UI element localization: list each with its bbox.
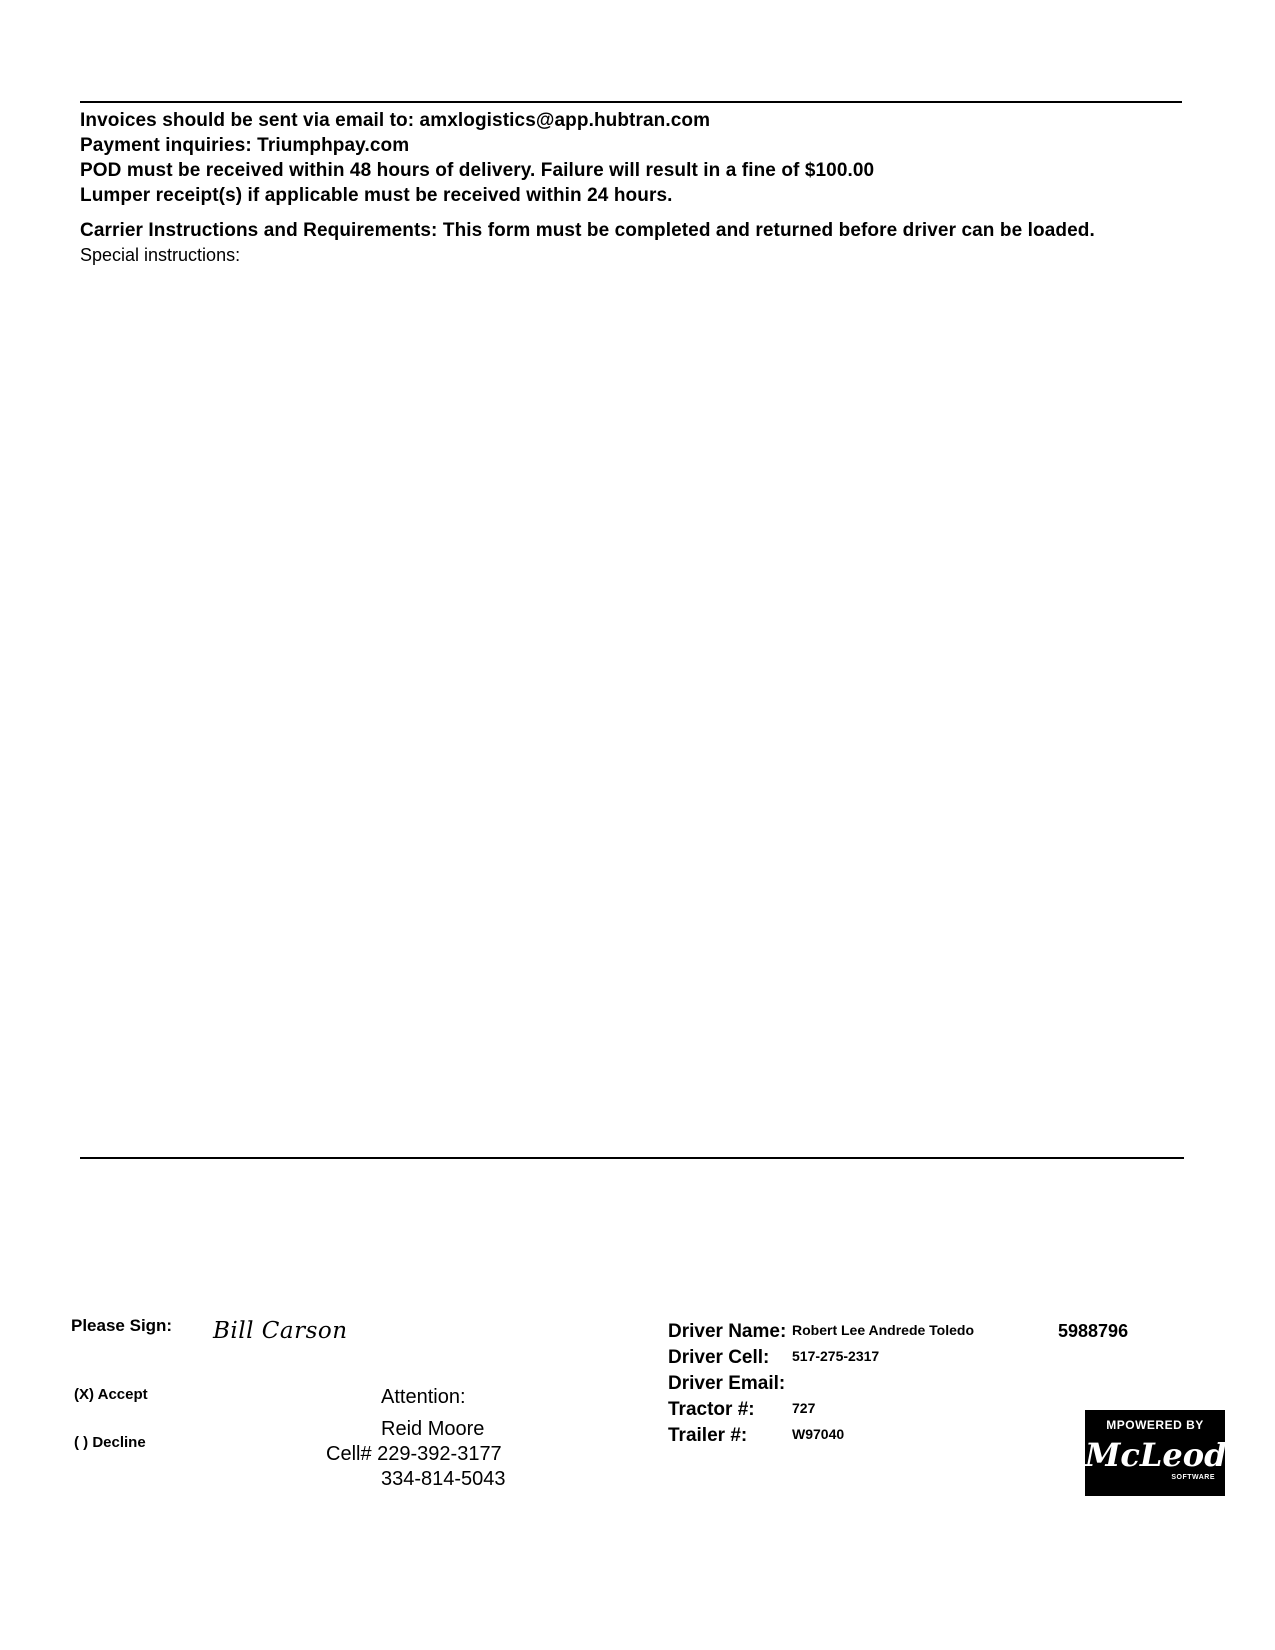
special-instructions-label: Special instructions: (80, 245, 241, 265)
trailer-label: Trailer #: (668, 1425, 748, 1446)
tractor-value: 727 (792, 1400, 816, 1416)
invoice-instruction: Invoices should be sent via email to: amxlogistics@app.hubtran.com (80, 110, 711, 131)
please-sign-label: Please Sign: (71, 1316, 173, 1335)
badge-logo-text: McLeod (1085, 1436, 1227, 1474)
driver-email-label: Driver Email: (668, 1373, 786, 1394)
driver-cell-value: 517-275-2317 (792, 1348, 880, 1364)
badge-sub-text: SOFTWARE (1171, 1474, 1215, 1481)
decline-option: ( ) Decline (74, 1434, 146, 1451)
accept-option: (X) Accept (74, 1386, 148, 1403)
driver-name-value: Robert Lee Andrede Toledo (792, 1322, 975, 1338)
tractor-label: Tractor #: (668, 1399, 755, 1420)
top-divider (80, 101, 1182, 103)
carrier-requirements: Carrier Instructions and Requirements: This form must be completed and returned before driver can be loaded. (80, 220, 1095, 241)
driver-name-label: Driver Name: (668, 1321, 787, 1342)
signature: Bill Carson (213, 1318, 348, 1344)
mcleod-logo (1085, 1410, 1225, 1496)
load-number: 5988796 (1058, 1321, 1129, 1341)
bottom-divider (80, 1157, 1184, 1159)
driver-cell-label: Driver Cell: (668, 1347, 770, 1368)
attention-phone: 334-814-5043 (381, 1468, 506, 1490)
badge-top-text: MPOWERED BY (1106, 1418, 1204, 1432)
attention-name: Reid Moore (381, 1418, 485, 1440)
pod-requirement: POD must be received within 48 hours of delivery. Failure will result in a fine of $100.00 (80, 160, 875, 181)
payment-inquiries: Payment inquiries: Triumphpay.com (80, 135, 410, 156)
attention-label: Attention: (381, 1386, 466, 1408)
attention-cell: Cell# 229-392-3177 (326, 1443, 502, 1465)
trailer-value: W97040 (792, 1426, 845, 1442)
lumper-requirement: Lumper receipt(s) if applicable must be received within 24 hours. (80, 185, 673, 206)
